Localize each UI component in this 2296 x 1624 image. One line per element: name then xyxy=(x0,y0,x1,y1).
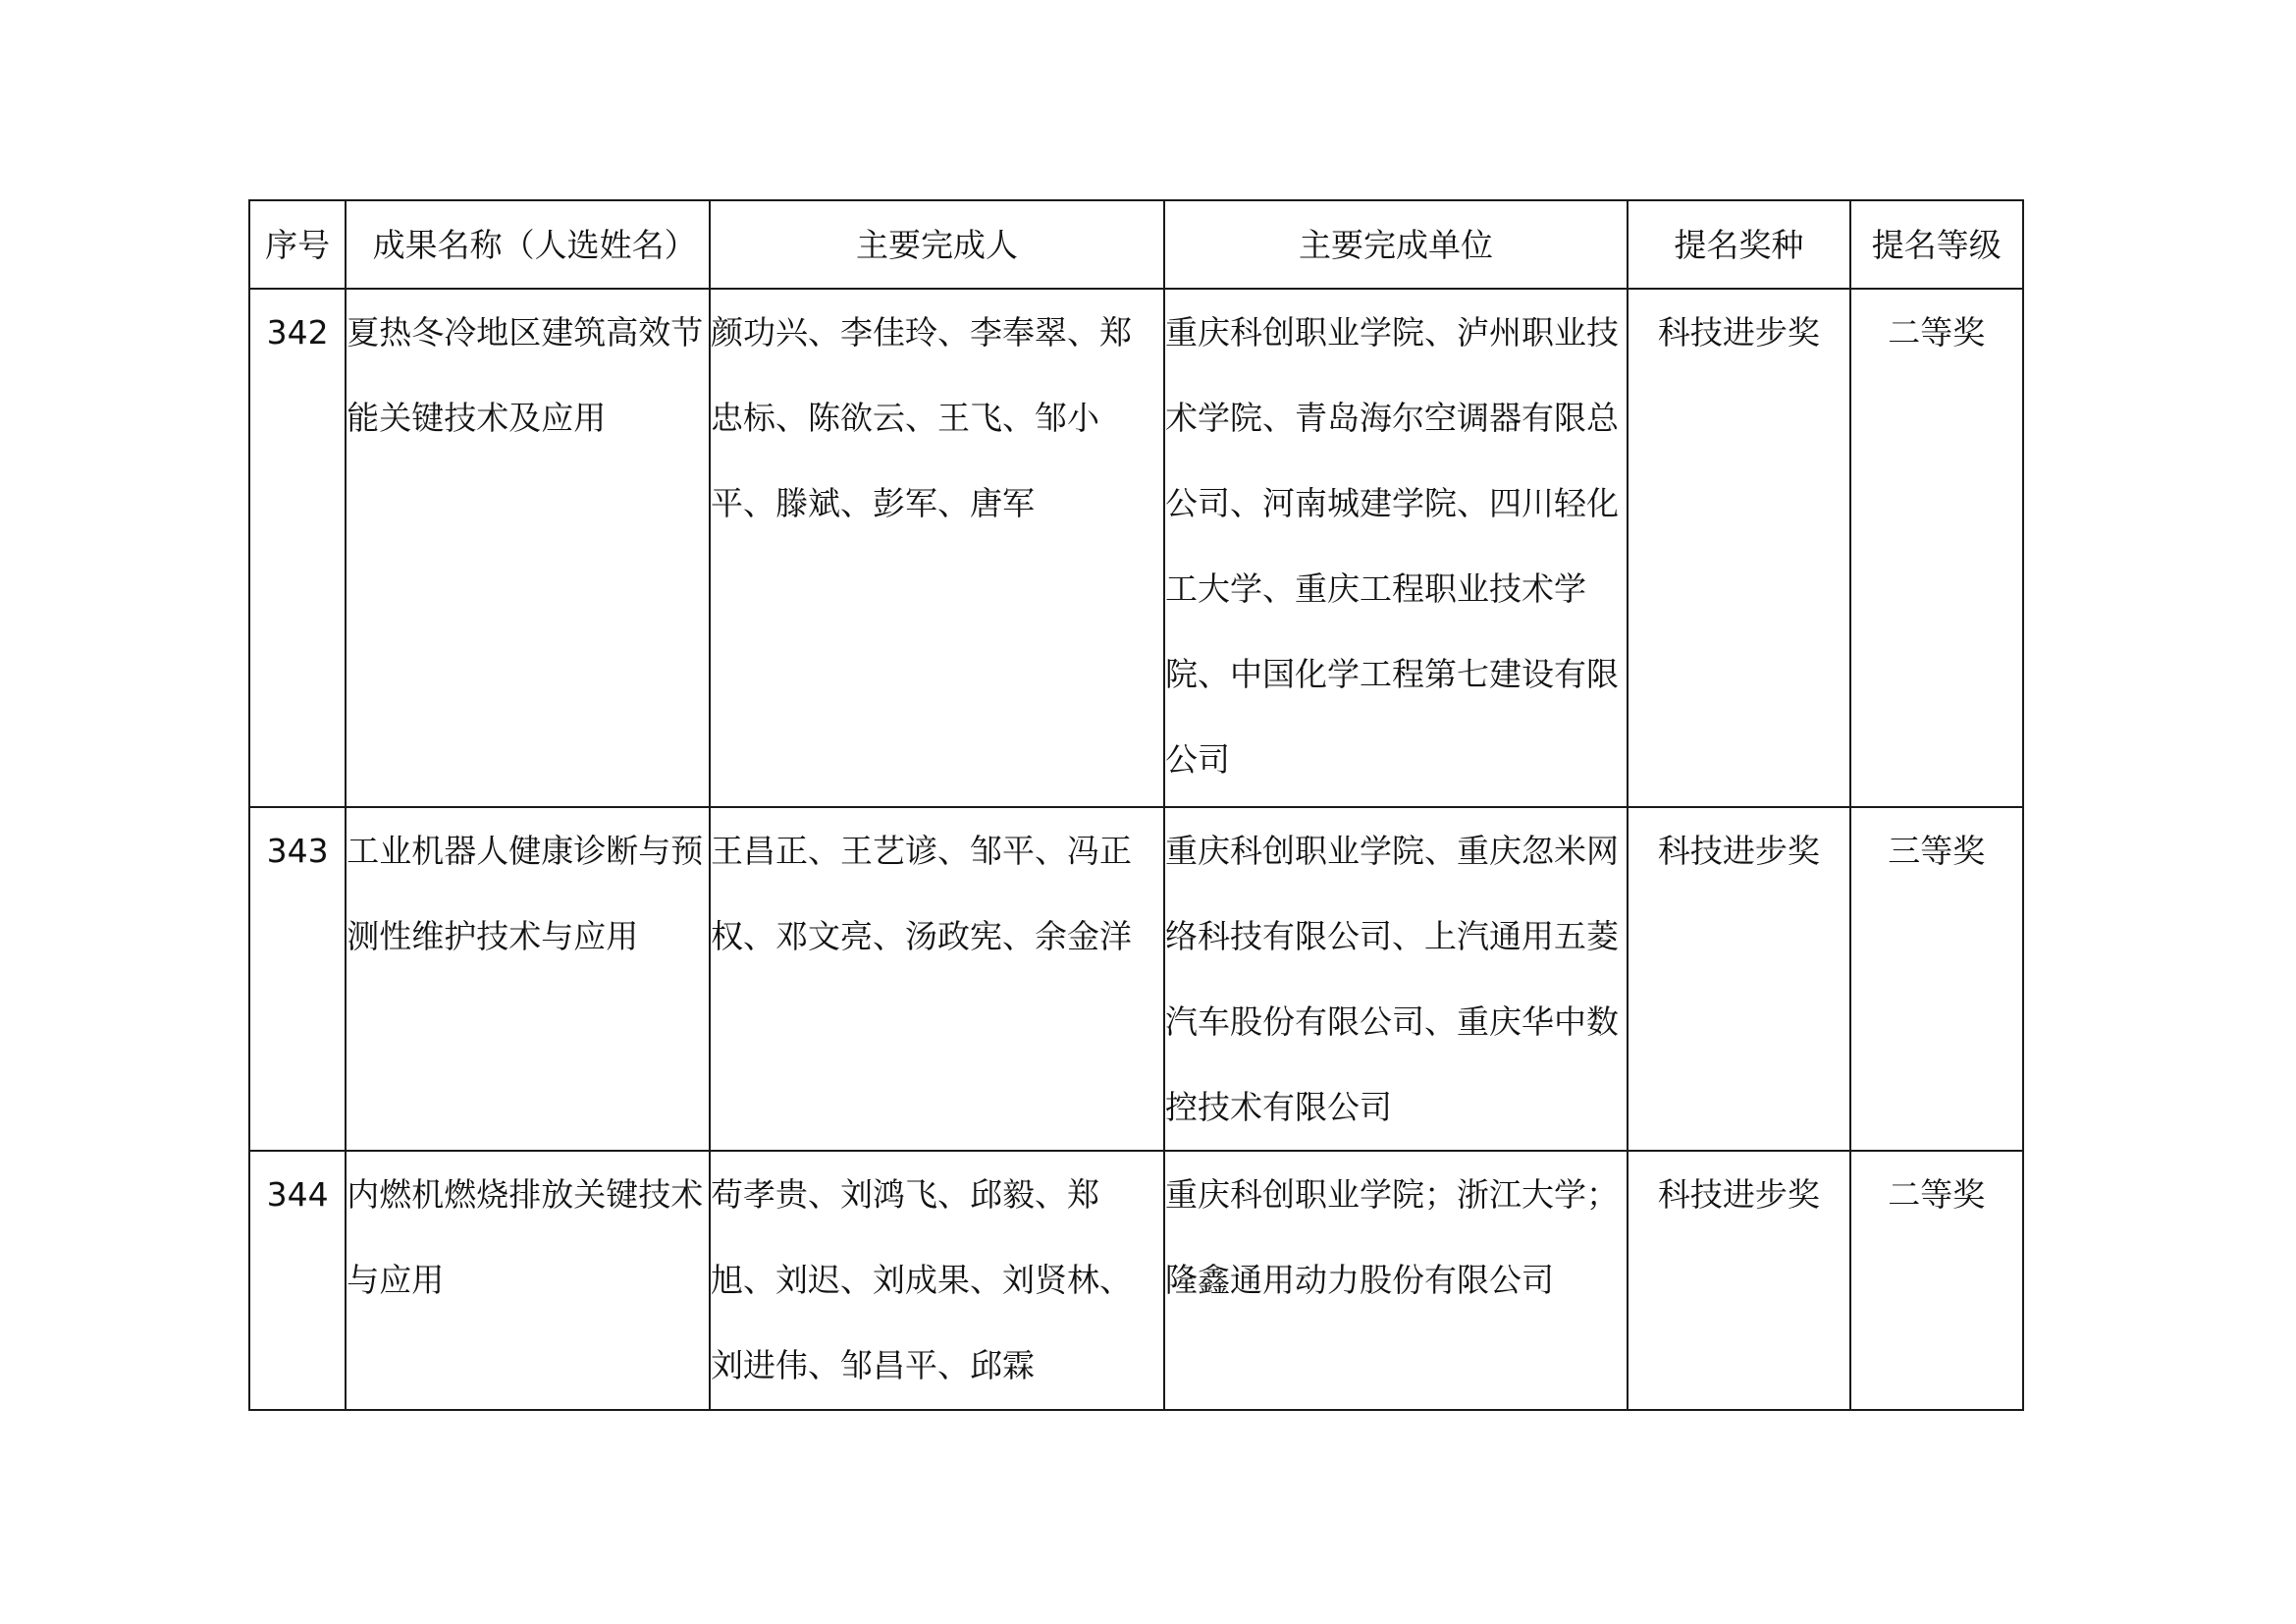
row-units: 重庆科创职业学院；浙江大学；隆鑫通用动力股份有限公司 xyxy=(1164,1151,1628,1410)
row-award-level: 二等奖 xyxy=(1850,289,2023,807)
row-persons: 王昌正、王艺谚、邹平、冯正权、邓文亮、汤政宪、余金洋 xyxy=(710,807,1164,1151)
row-name: 工业机器人健康诊断与预测性维护技术与应用 xyxy=(346,807,710,1151)
row-persons: 苟孝贵、刘鸿飞、邱毅、郑旭、刘迟、刘成果、刘贤林、刘进伟、邹昌平、邱霖 xyxy=(710,1151,1164,1410)
header-award-type: 提名奖种 xyxy=(1628,200,1850,289)
row-no: 344 xyxy=(249,1151,346,1410)
header-units: 主要完成单位 xyxy=(1164,200,1628,289)
header-award-level: 提名等级 xyxy=(1850,200,2023,289)
table-body xyxy=(249,289,2023,1410)
row-no: 343 xyxy=(249,807,346,1151)
row-name: 夏热冬冷地区建筑高效节能关键技术及应用 xyxy=(346,289,710,807)
row-persons: 颜功兴、李佳玲、李奉翠、郑忠标、陈欲云、王飞、邹小平、滕斌、彭军、唐军 xyxy=(710,289,1164,807)
row-award-type: 科技进步奖 xyxy=(1628,1151,1850,1410)
row-units: 重庆科创职业学院、泸州职业技术学院、青岛海尔空调器有限总公司、河南城建学院、四川轻化工大学、重庆工程职业技术学院、中国化学工程第七建设有限公司 xyxy=(1164,289,1628,807)
row-award-level: 二等奖 xyxy=(1850,1151,2023,1410)
row-award-level: 三等奖 xyxy=(1850,807,2023,1151)
row-name: 内燃机燃烧排放关键技术与应用 xyxy=(346,1151,710,1410)
row-no: 342 xyxy=(249,289,346,807)
table-row xyxy=(249,1151,2023,1410)
table-row xyxy=(249,807,2023,1151)
header-persons: 主要完成人 xyxy=(710,200,1164,289)
header-name: 成果名称（人选姓名） xyxy=(346,200,710,289)
table-header xyxy=(249,200,2023,289)
row-units: 重庆科创职业学院、重庆忽米网络科技有限公司、上汽通用五菱汽车股份有限公司、重庆华中数控技术有限公司 xyxy=(1164,807,1628,1151)
row-award-type: 科技进步奖 xyxy=(1628,807,1850,1151)
results-table xyxy=(248,199,2024,1411)
table-row xyxy=(249,289,2023,807)
header-row xyxy=(249,200,2023,289)
header-no: 序号 xyxy=(249,200,346,289)
row-award-type: 科技进步奖 xyxy=(1628,289,1850,807)
